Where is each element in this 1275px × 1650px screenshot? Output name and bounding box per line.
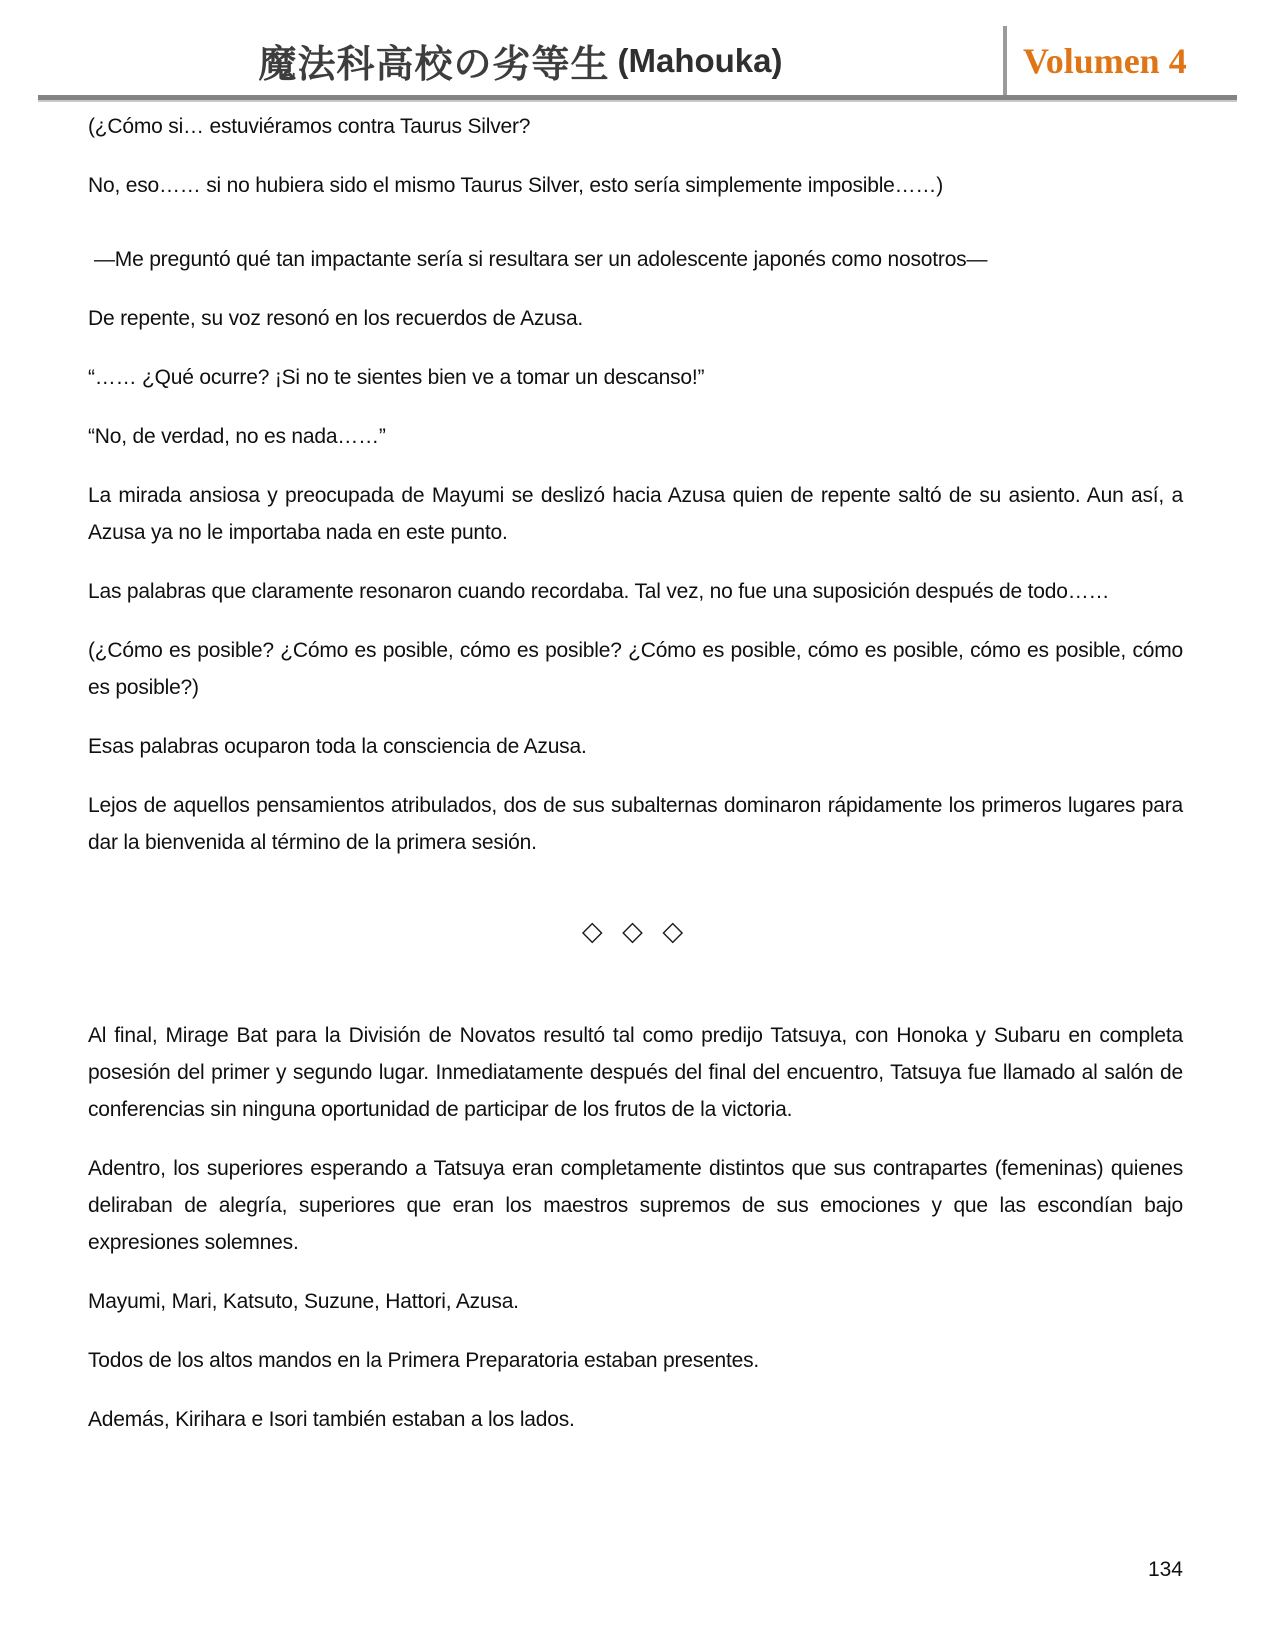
paragraph: La mirada ansiosa y preocupada de Mayumi se deslizó hacia Azusa quien de repente saltó de su asiento. Aun así, a Azusa ya no le importaba nada en este punto.	[88, 484, 1183, 544]
paragraph: (¿Cómo si… estuviéramos contra Taurus Silver?	[88, 115, 531, 138]
page-header	[38, 26, 1237, 95]
paragraph: De repente, su voz resonó en los recuerdos de Azusa.	[88, 307, 584, 330]
paragraph: No, eso…… si no hubiera sido el mismo Taurus Silver, esto sería simplemente imposible……)	[88, 174, 944, 197]
header-title-romaji: (Mahouka)	[617, 41, 783, 79]
paragraph: (¿Cómo es posible? ¿Cómo es posible, cómo es posible? ¿Cómo es posible, cómo es posible, cómo es posible, cómo es posible?)	[88, 639, 1183, 699]
header-title-japanese: 魔法科高校の劣等生	[258, 41, 610, 86]
paragraph: Además, Kirihara e Isori también estaban a los lados.	[88, 1408, 575, 1431]
header-volume-cell	[1003, 26, 1237, 95]
paragraph: —Me preguntó qué tan impactante sería si resultara ser un adolescente japonés como nosotros—	[94, 248, 988, 271]
page-body	[0, 102, 1275, 1438]
section-separator: ◇ ◇ ◇	[581, 916, 690, 946]
header-rule	[38, 95, 1237, 102]
paragraph: Al final, Mirage Bat para la División de Novatos resultó tal como predijo Tatsuya, con Honoka y Subaru en completa posesión del primer y segundo lugar. Inmediatamente después del final del encuentro, Tatsuya fue llamado al salón de conferencias sin ninguna oportunidad de participar de los frutos de la victoria.	[88, 1024, 1183, 1121]
paragraph: Lejos de aquellos pensamientos atribulados, dos de sus subalternas dominaron rápidamente los primeros lugares para dar la bienvenida al término de la primera sesión.	[88, 794, 1183, 854]
paragraph: Mayumi, Mari, Katsuto, Suzune, Hattori, Azusa.	[88, 1290, 519, 1313]
paragraph: Adentro, los superiores esperando a Tatsuya eran completamente distintos que sus contrapartes (femeninas) quienes deliraban de alegría, superiores que eran los maestros supremos de sus emociones y que las escondían bajo expresiones solemnes.	[88, 1157, 1183, 1254]
page-number: 134	[1147, 1558, 1183, 1581]
paragraph: “No, de verdad, no es nada……”	[88, 425, 386, 448]
volume-label: Volumen 4	[1023, 40, 1187, 81]
header-title	[38, 26, 1003, 95]
paragraph: Esas palabras ocuparon toda la consciencia de Azusa.	[88, 735, 587, 758]
paragraph: “…… ¿Qué ocurre? ¡Si no te sientes bien ve a tomar un descanso!”	[88, 366, 705, 389]
paragraph: Todos de los altos mandos en la Primera Preparatoria estaban presentes.	[88, 1349, 760, 1372]
paragraph: Las palabras que claramente resonaron cuando recordaba. Tal vez, no fue una suposición después de todo……	[88, 580, 1110, 603]
